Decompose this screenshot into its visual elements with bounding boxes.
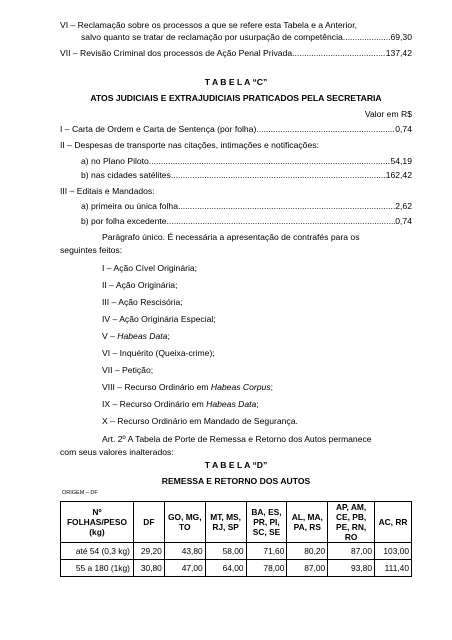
- feito-ii: II – Ação Originária;: [102, 280, 178, 290]
- item-vi-value: 69,30: [390, 32, 412, 42]
- item-vi-text: salvo quanto se tratar de reclamação por usurpação de competência: [81, 32, 343, 42]
- header-df: DF: [133, 502, 164, 543]
- art2-line2: com seus valores inalterados:: [60, 447, 174, 457]
- leader-dots: [292, 48, 386, 59]
- tabela-c-heading: T A B E L A “C”: [204, 77, 268, 87]
- item-ii-b-text: b) nas cidades satélites: [81, 170, 171, 180]
- table-row: [61, 543, 412, 560]
- feito-v-italic: Habeas Data: [117, 331, 168, 341]
- leader-dots: [178, 201, 395, 212]
- feito-v-prefix: V –: [102, 331, 118, 341]
- item-i-text: I – Carta de Ordem e Carta de Sentença (por folha): [60, 124, 257, 134]
- header-mt-ms-rj-sp: MT, MS, RJ, SP: [205, 502, 246, 543]
- table-cell: 80,20: [287, 543, 328, 560]
- table-cell: 111,40: [375, 560, 412, 577]
- table-cell: até 54 (0,3 kg): [61, 543, 134, 560]
- feito-iv: IV – Ação Originária Especial;: [102, 314, 216, 324]
- item-iii: III – Editais e Mandados:: [60, 186, 155, 196]
- item-i-value: 0,74: [395, 124, 412, 134]
- feito-vii: VII – Petição;: [102, 365, 154, 375]
- item-i: [60, 124, 412, 135]
- feito-viii: [102, 382, 273, 393]
- feito-ix: [102, 399, 259, 410]
- leader-dots: [256, 124, 395, 135]
- table-cell: 30,80: [133, 560, 164, 577]
- item-ii-b-value: 162,42: [385, 170, 412, 180]
- item-iii-a-text: a) primeira ou única folha: [81, 201, 178, 211]
- item-ii-a-text: a) no Plano Piloto: [81, 156, 149, 166]
- leader-dots: [343, 32, 391, 43]
- leader-dots: [149, 156, 391, 167]
- table-row: [61, 560, 412, 577]
- table-cell: 47,00: [164, 560, 205, 577]
- feito-iii: III – Ação Rescisória;: [102, 297, 183, 307]
- table-cell: 87,00: [328, 543, 375, 560]
- porte-table: [60, 501, 412, 577]
- item-iii-b-text: b) por folha excedente: [81, 216, 167, 226]
- feito-viii-suffix: ;: [270, 382, 274, 392]
- feito-viii-prefix: VIII – Recurso Ordinário em: [102, 382, 211, 392]
- header-folhas-peso: Nº FOLHAS/PESO (kg): [61, 502, 134, 543]
- tabela-c-subheading: ATOS JUDICIAIS E EXTRAJUDICIAIS PRATICADOS PELA SECRETARIA: [90, 93, 382, 103]
- table-cell: 93,80: [328, 560, 375, 577]
- feito-ix-suffix: ;: [256, 399, 259, 409]
- header-ba-es-pr-pi-sc-se: BA, ES, PR, PI, SC, SE: [246, 502, 287, 543]
- leader-dots: [167, 216, 396, 227]
- feito-viii-italic: Habeas Corpus: [210, 382, 271, 392]
- table-cell: 64,00: [205, 560, 246, 577]
- paragrafo-unico-line1: Parágrafo único. É necessária a apresentação de contrafés para os: [102, 232, 360, 242]
- leader-dots: [171, 170, 386, 181]
- item-vii-text: VII – Revisão Criminal dos processos de Ação Penal Privada: [60, 48, 293, 58]
- header-ap-am-ce-pb-pe-rn-ro: AP, AM, CE, PB, PE, RN, RO: [328, 502, 375, 543]
- item-vii-value: 137,42: [385, 48, 412, 58]
- item-iii-a: [81, 201, 412, 212]
- art2-line1: Art. 2º A Tabela de Porte de Remessa e Retorno dos Autos permanece: [102, 434, 372, 444]
- paragrafo-unico-line2: seguintes feitos:: [60, 245, 123, 255]
- header-go-mg-to: GO, MG, TO: [164, 502, 205, 543]
- table-cell: 55 a 180 (1kg): [61, 560, 134, 577]
- table-cell: 43,80: [164, 543, 205, 560]
- table-cell: 58,00: [205, 543, 246, 560]
- item-ii-b: [81, 170, 412, 181]
- table-cell: 71,60: [246, 543, 287, 560]
- feito-i: I – Ação Cível Originária;: [102, 263, 198, 273]
- item-vii: [60, 48, 412, 59]
- valor-label: Valor em R$: [364, 109, 412, 119]
- item-ii: II – Despesas de transporte nas citações, intimações e notificações:: [60, 140, 319, 150]
- item-vi-line1: VI – Reclamação sobre os processos a que se refere esta Tabela e a Anterior,: [60, 20, 357, 30]
- tabela-d-subheading: REMESSA E RETORNO DOS AUTOS: [161, 476, 311, 486]
- item-ii-a: [81, 156, 412, 167]
- feito-v-suffix: ;: [167, 331, 170, 341]
- feito-ix-italic: Habeas Data: [206, 399, 257, 409]
- table-header-row: [61, 502, 412, 543]
- item-ii-a-value: 54,19: [390, 156, 412, 166]
- item-iii-b-value: 0,74: [395, 216, 412, 226]
- tabela-d-heading: T A B E L A “D”: [204, 460, 268, 470]
- table-cell: 29,20: [133, 543, 164, 560]
- item-vi-line2: [81, 32, 412, 43]
- feito-v: [102, 331, 170, 342]
- item-iii-b: [81, 216, 412, 227]
- table-cell: 87,00: [287, 560, 328, 577]
- feito-vi: VI – Inquérito (Queixa-crime);: [102, 348, 215, 358]
- origem-label: ORIGEM – DF: [62, 490, 98, 496]
- feito-ix-prefix: IX – Recurso Ordinário em: [102, 399, 207, 409]
- item-iii-a-value: 2,62: [395, 201, 412, 211]
- header-al-ma-pa-rs: AL, MA, PA, RS: [287, 502, 328, 543]
- feito-x: X – Recurso Ordinário em Mandado de Segurança.: [102, 416, 298, 426]
- table-cell: 103,00: [375, 543, 412, 560]
- header-ac-rr: AC, RR: [375, 502, 412, 543]
- table-cell: 78,00: [246, 560, 287, 577]
